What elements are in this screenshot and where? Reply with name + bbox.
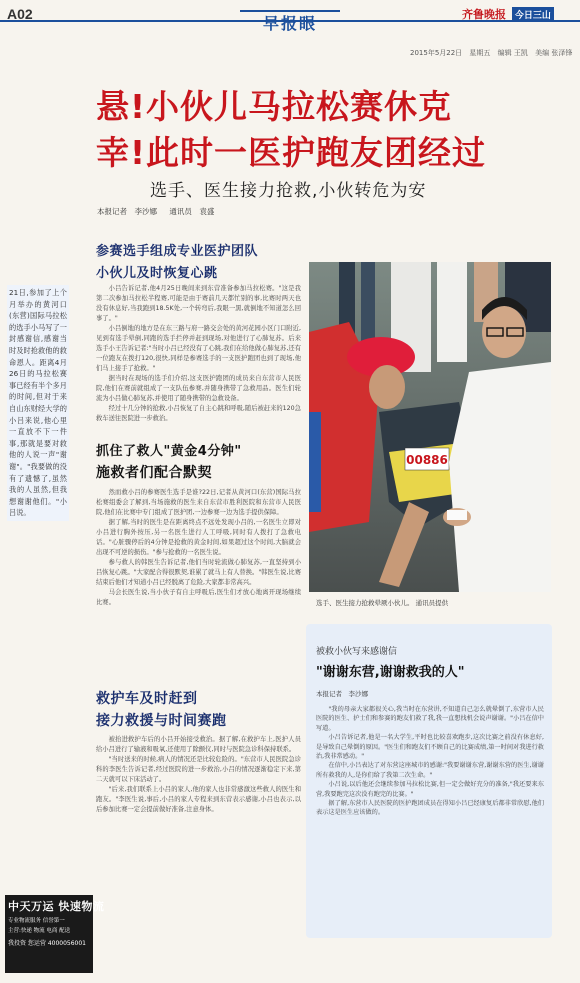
paragraph: 据了解,东营市人民医院的医护跑团成员在得知小吕已经康复后都非常欣慰,他们表示这是医生应该做的。 [316, 800, 544, 817]
paragraph: 然而救小吕的参赛医生选手是谁?22日,记者从黄河口(东营)国际马拉松赛组委会了解到,当场施救的医生来自东营市胜利医院和东营市人民医院,他们在比赛中专门组成了医护团,一边参赛一边为选手提供保障。 [96, 489, 301, 516]
paragraph: 经过十几分钟的抢救,小吕恢复了自主心跳和呼吸,随后被赶来的120急救车送往医院进一步救治。 [96, 405, 301, 422]
main-headline [96, 84, 536, 176]
photo-caption: 选手、医生接力抢救晕厥小伙儿。 通讯员提供 [316, 599, 449, 607]
ad-services: 主营:快递 物流 电商 配送 [8, 928, 71, 934]
marathon-rescue-photo-icon [309, 262, 551, 592]
byline [97, 206, 224, 217]
paragraph: "我的母亲大家都很关心,我当时在东营讲,不知道自己怎么就晕倒了,东营市人民医院的医生、护士们和参赛的跑友们救了我,我一直想找机会说声谢谢。"小吕在信中写道。 [316, 706, 544, 732]
issue-date: 2015年5月22日 [410, 49, 463, 57]
paragraph: "当时送来的时候,病人的情况还是比较危险的。"东营市人民医院急诊科的李医生告诉记者,经过医院的进一步救治,小吕的情况逐渐稳定下来,第二天就可以下床活动了。 [96, 756, 301, 783]
paragraph: 据当时在现场的选手们介绍,这支医护跑团的成员来自东营市人民医院,他们在赛前就组成了一支队伍参赛,并随身携带了急救用品。医生们轮流为小吕做心肺复苏,并使用了随身携带的急救设备。 [96, 375, 301, 402]
reporter-credit: 本报记者 李沙娜 [97, 207, 157, 216]
brand-sub: 今日三山 [512, 7, 554, 22]
issue-weekday: 星期五 [469, 49, 491, 57]
designer-credit: 美编 张泽锋 [535, 49, 573, 57]
box-body [316, 705, 544, 930]
headline-line-2: 幸!此时一医护跑友团经过 [96, 133, 487, 172]
paragraph: 小吕倒地的地方是在东三路与府一路交会处的黄河花园小区门口附近,见到有选手晕倒,同跑的选手拦停并赶到现场,对他进行了心肺复苏。后来选手小王告诉记者:"当时小吕已经没有了心跳,我们在给他做心肺复苏,还有一位跑友在拨打120,很快,同样是参赛选手的一支医护跑团也到了现场,他们马上接手了抢救。" [96, 325, 301, 372]
news-photo [309, 262, 551, 592]
paragraph: 小吕说,以后他还会继续参加马拉松比赛,但一定会做好充分的准备,"我还要来东营,我要跑完这次没有跑完的比赛。" [316, 781, 544, 798]
editor-credit: 编辑 王凯 [497, 49, 528, 57]
section-3-heading-b: 接力救援与时间赛跑 [96, 713, 227, 729]
ad-tagline: 专业物流服务 信誉第一 [8, 918, 65, 924]
paragraph: 在信中,小吕表达了对东营这座城市的感谢:"我要谢谢东营,谢谢东营的医生,谢谢所有救我的人,是你们给了我第二次生命。" [316, 762, 544, 779]
box-byline: 本报记者 李沙娜 [316, 690, 368, 698]
edition-meta [410, 48, 577, 58]
section-3-heading-a: 救护车及时赶到 [96, 691, 198, 707]
subheadline: 选手、医生接力抢救,小伙转危为安 [150, 181, 427, 201]
box-title: "谢谢东营,谢谢救我的人" [316, 665, 465, 680]
paragraph: 被抬进救护车后的小吕开始接受救治。据了解,在救护车上,医护人员给小吕进行了输液和吸氧,还使用了除颤仪,同时与医院急诊科保持联系。 [96, 736, 301, 753]
ad-headline: 中天万运 快速物流 [8, 900, 105, 913]
section-1-heading-a: 参赛选手组成专业医护团队 [96, 244, 259, 259]
bib-number: 00886 [406, 453, 448, 467]
correspondent-credit: 通讯员 袁盛 [169, 207, 215, 216]
paragraph: "后来,我们联系上小吕的家人,他的家人也非常感激这些救人的医生和跑友。"李医生说,事后,小吕的家人专程来到东营表示感谢,小吕也表示,以后参加比赛一定会提前做好准备,注意身体。 [96, 786, 301, 813]
lead-text: 21日,参加了上个月举办的黄河口(东营)国际马拉松的选手小马写了一封感谢信,感谢当时及时抢救他的救命恩人。距离4月26日的马拉松赛事已经有半个多月的时间,但对于来自山东财经大学的小吕来说,他心里一直放不下一件事,那就是要对救他的人说一声"谢谢"。"我要做的没有了遗憾了,虽然我的人虽然,但我想谢谢他们。"小吕说。 [7, 285, 69, 521]
section-1-body [96, 284, 301, 430]
section-2-heading-b: 施救者们配合默契 [96, 465, 212, 481]
box-kicker: 被救小伙写来感谢信 [316, 647, 398, 657]
brand-name: 齐鲁晚报 [462, 8, 506, 21]
paragraph: 参与救人的韩医生告诉记者,他们当时轮流做心肺复苏,一直坚持到小吕恢复心跳。"大家配合得很默契,谁累了就马上有人替换。"韩医生说,比赛结束后他们才知道小吕已经脱离了危险,大家都非常高兴。 [96, 559, 301, 586]
paragraph: 小吕告诉记者,他是一名大学生,平时也比较喜欢跑步,这次比赛之前没有休息好,是导致自己晕倒的原因。"医生们和跑友们不顾自己的比赛成绩,第一时间对我进行救治,我非常感动。" [316, 734, 544, 761]
section-2-heading-a: 抓住了救人"黄金4分钟" [96, 444, 242, 459]
paragraph: 小吕告诉记者,他4月25日晚间来到东营准备参加马拉松赛。"这是我第二次参加马拉松半程赛,可能是由于赛前几天都忙别的事,比赛时两天也没有休息好,当我跑到18.5K处,一个转弯后,我眼一黑,就倒地不知道怎么回事了。" [96, 285, 301, 322]
brand-logo [462, 6, 554, 22]
ad-hotline: 我投资 您运营 4000056001 [8, 940, 86, 947]
section-3-body [96, 735, 301, 935]
lead-column [7, 285, 69, 521]
paragraph: 据了解,当时的医生是在距离终点不远处发现小吕的,一名医生立即对小吕进行胸外按压,另一名医生进行人工呼吸,同时有人拨打了急救电话。"心脏骤停后的4分钟是抢救的黄金时间,如果超过这个时间,大脑就会出现不可逆的损伤。"参与抢救的一名医生说。 [96, 519, 301, 556]
section-2-body [96, 488, 301, 668]
paragraph: 马会长医生说,当小伙子有自主呼吸后,医生们才放心地离开现场继续比赛。 [96, 589, 301, 606]
advertisement [5, 895, 105, 973]
section-1-heading-b: 小伙儿及时恢复心跳 [96, 266, 218, 281]
page-number: A02 [7, 6, 33, 22]
headline-line-1: 悬!小伙儿马拉松赛休克 [96, 87, 453, 126]
column-title: 早报眼 [240, 10, 340, 36]
